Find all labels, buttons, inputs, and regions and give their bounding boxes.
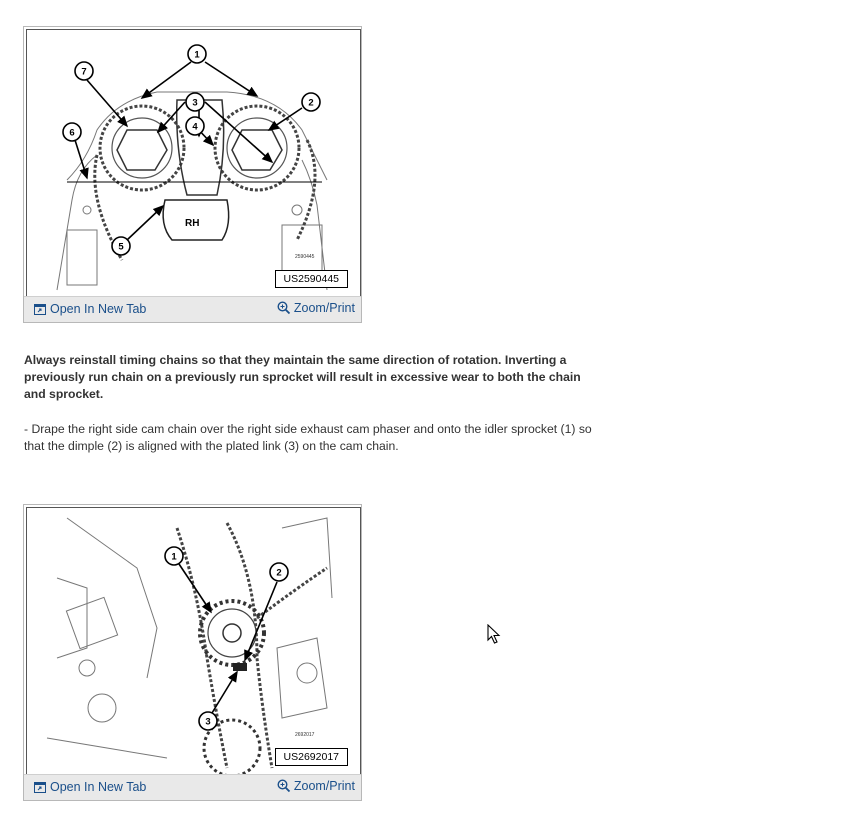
- open-in-new-tab-label: Open In New Tab: [50, 780, 147, 794]
- zoom-print-label: Zoom/Print: [293, 779, 355, 793]
- open-in-new-tab-button[interactable]: [34, 302, 146, 316]
- open-in-new-tab-button[interactable]: [34, 780, 146, 794]
- figure-toolbar: [24, 774, 361, 800]
- callout-1: 1: [194, 49, 200, 61]
- figure-id-label: US2590445: [275, 270, 348, 288]
- instruction-step: - Drape the right side cam chain over the right side exhaust cam phaser and onto the idler sprocket (1) so that the dimple (2) is aligned with the plated link (3) on the cam chain.: [24, 422, 592, 453]
- callout-1: 1: [171, 551, 177, 563]
- callout-3: 3: [205, 716, 211, 728]
- figure-id-label: US2692017: [275, 748, 348, 766]
- callout-2: 2: [308, 97, 314, 109]
- zoom-print-button[interactable]: [277, 301, 355, 315]
- zoom-print-button[interactable]: [277, 779, 355, 793]
- callout-2: 2: [276, 567, 282, 579]
- figure-us2692017: [23, 504, 362, 801]
- callout-7: 7: [81, 66, 87, 78]
- callout-3: 3: [192, 97, 198, 109]
- figure-us2590445: [23, 26, 362, 323]
- small-figure-code: 2590445: [295, 254, 315, 260]
- magnifier-plus-icon: [277, 301, 291, 315]
- timing-diagram-image-2[interactable]: [26, 507, 361, 775]
- timing-diagram-drawing-2: [27, 508, 360, 774]
- open-in-new-tab-label: Open In New Tab: [50, 302, 147, 316]
- timing-diagram-image-1[interactable]: [26, 29, 361, 297]
- rh-label: RH: [185, 218, 200, 229]
- figure-toolbar: [24, 296, 361, 322]
- open-new-tab-icon: [34, 304, 46, 315]
- timing-diagram-drawing-1: [27, 30, 360, 296]
- callout-5: 5: [118, 241, 124, 253]
- callout-4: 4: [192, 121, 198, 133]
- caution-note: Always reinstall timing chains so that they maintain the same direction of rotation. Inverting a previously run chain on a previously run sprocket will result in excessive wear to both the chain and sprocket.: [24, 353, 581, 401]
- magnifier-plus-icon: [277, 779, 291, 793]
- mouse-pointer-icon: [487, 624, 501, 649]
- open-new-tab-icon: [34, 782, 46, 793]
- callout-6: 6: [69, 127, 75, 139]
- small-figure-code: 2692017: [295, 732, 315, 738]
- zoom-print-label: Zoom/Print: [293, 301, 355, 315]
